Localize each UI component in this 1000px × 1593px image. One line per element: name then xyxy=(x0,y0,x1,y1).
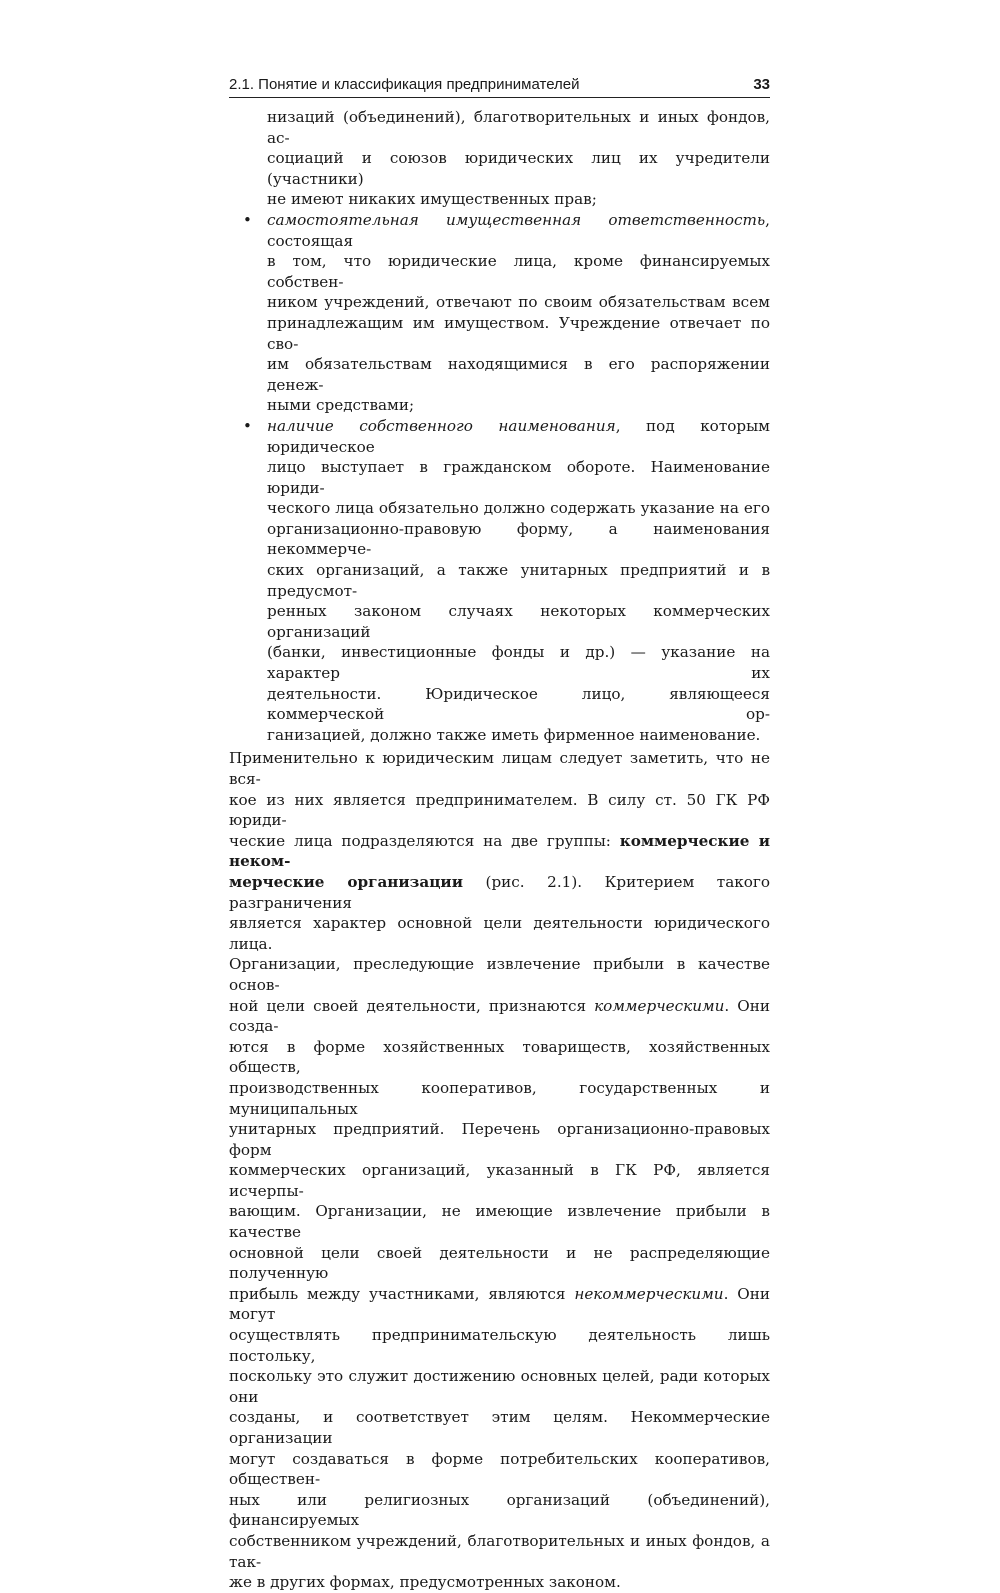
list-item xyxy=(229,416,770,746)
text-line: в том, что юридические лица, кроме финансируемых собствен- xyxy=(267,252,770,291)
text-line: мерческие организации (рис. 2.1). Критерием такого разграничения xyxy=(229,872,770,912)
text-line: осуществлять предпринимательскую деятельность лишь постольку, xyxy=(229,1326,770,1365)
text-line: ренных законом случаях некоторых коммерческих организаций xyxy=(267,602,770,641)
text-line: принадлежащим им имуществом. Учреждение отвечает по сво- xyxy=(267,313,770,353)
bullet-icon: • xyxy=(243,416,252,435)
text-line: коммерческих организаций, указанный в ГК РФ, является исчерпы- xyxy=(229,1161,770,1200)
body-paragraph xyxy=(229,748,770,1592)
text-line: Организации, преследующие извлечение прибыли в качестве основ- xyxy=(229,955,770,994)
text-line: им обязательствам находящимися в его распоряжении денеж- xyxy=(267,355,770,394)
text-line: наличие собственного наименования, под которым юридическое xyxy=(267,416,770,456)
text-line: лицо выступает в гражданском обороте. Наименование юриди- xyxy=(267,458,770,497)
text-line: производственных кооперативов, государственных и муниципальных xyxy=(229,1078,770,1118)
text-line: вающим. Организации, не имеющие извлечение прибыли в качестве xyxy=(229,1202,770,1242)
chapter-title: 2.1. Понятие и классификация предпринимателей xyxy=(229,75,580,93)
italic-term: коммерческими xyxy=(594,996,725,1015)
text-line: самостоятельная имущественная ответственность, состоящая xyxy=(267,210,770,250)
running-header xyxy=(229,73,770,95)
body-text xyxy=(229,107,770,1593)
text-line: ских организаций, а также унитарных предприятий и в предусмот- xyxy=(267,561,770,600)
text-line: является характер основной цели деятельности юридического лица. xyxy=(229,914,770,953)
italic-term: самостоятельная имущественная ответственность xyxy=(267,210,766,229)
text-line: ческие лица подразделяются на две группы: коммерческие и неком- xyxy=(229,831,770,871)
text-line: ных или религиозных организаций (объединений), финансируемых xyxy=(229,1490,770,1530)
bullet-icon: • xyxy=(243,210,252,229)
page-number: 33 xyxy=(753,75,770,93)
text-line: собственником учреждений, благотворительных и иных фондов, а так- xyxy=(229,1531,770,1571)
text-line: созданы, и соответствует этим целям. Некоммерческие организации xyxy=(229,1408,770,1447)
bold-term: коммерческие и неком- xyxy=(229,831,770,871)
bold-term: мерческие организации xyxy=(229,872,463,891)
text-line: унитарных предприятий. Перечень организационно-правовых форм xyxy=(229,1120,770,1159)
text-line: поскольку это служит достижению основных целей, ради которых они xyxy=(229,1367,770,1406)
text-line: Применительно к юридическим лицам следует заметить, что не вся- xyxy=(229,749,770,788)
italic-term: наличие собственного наименования xyxy=(267,416,616,435)
text-line: не имеют никаких имущественных прав; xyxy=(267,190,597,209)
text-line: же в других формах, предусмотренных законом. xyxy=(229,1573,621,1592)
list-item xyxy=(229,210,770,416)
text-line: ником учреждений, отвечают по своим обязательствам всем xyxy=(267,293,770,312)
bullet-list xyxy=(229,210,770,745)
text-line: низаций (объединений), благотворительных и иных фондов, ас- xyxy=(267,108,770,147)
text-line: ются в форме хозяйственных товариществ, хозяйственных обществ, xyxy=(229,1037,770,1077)
header-rule xyxy=(229,97,770,98)
text-line: (банки, инвестиционные фонды и др.) — указание на характер их xyxy=(267,643,770,683)
text-line: деятельности. Юридическое лицо, являющееся коммерческой ор- xyxy=(267,684,770,724)
text-line: ганизацией, должно также иметь фирменное наименование. xyxy=(267,725,761,744)
text-line: кое из них является предпринимателем. В силу ст. 50 ГК РФ юриди- xyxy=(229,790,770,830)
text-line: прибыль между участниками, являются некоммерческими. Они могут xyxy=(229,1284,770,1324)
text-line: ческого лица обязательно должно содержать указание на его xyxy=(267,499,770,518)
text-line: ной цели своей деятельности, признаются коммерческими. Они созда- xyxy=(229,996,770,1036)
list-item-continuation xyxy=(229,107,770,210)
text-line: основной цели своей деятельности и не распределяющие полученную xyxy=(229,1243,770,1283)
text-line: могут создаваться в форме потребительских кооперативов, обществен- xyxy=(229,1449,770,1489)
italic-term: некоммерческими xyxy=(574,1284,724,1303)
text-line: социаций и союзов юридических лиц их учредители (участники) xyxy=(267,149,770,188)
text-line: ными средствами; xyxy=(267,396,415,415)
text-line: организационно-правовую форму, а наименования некоммерче- xyxy=(267,519,770,559)
